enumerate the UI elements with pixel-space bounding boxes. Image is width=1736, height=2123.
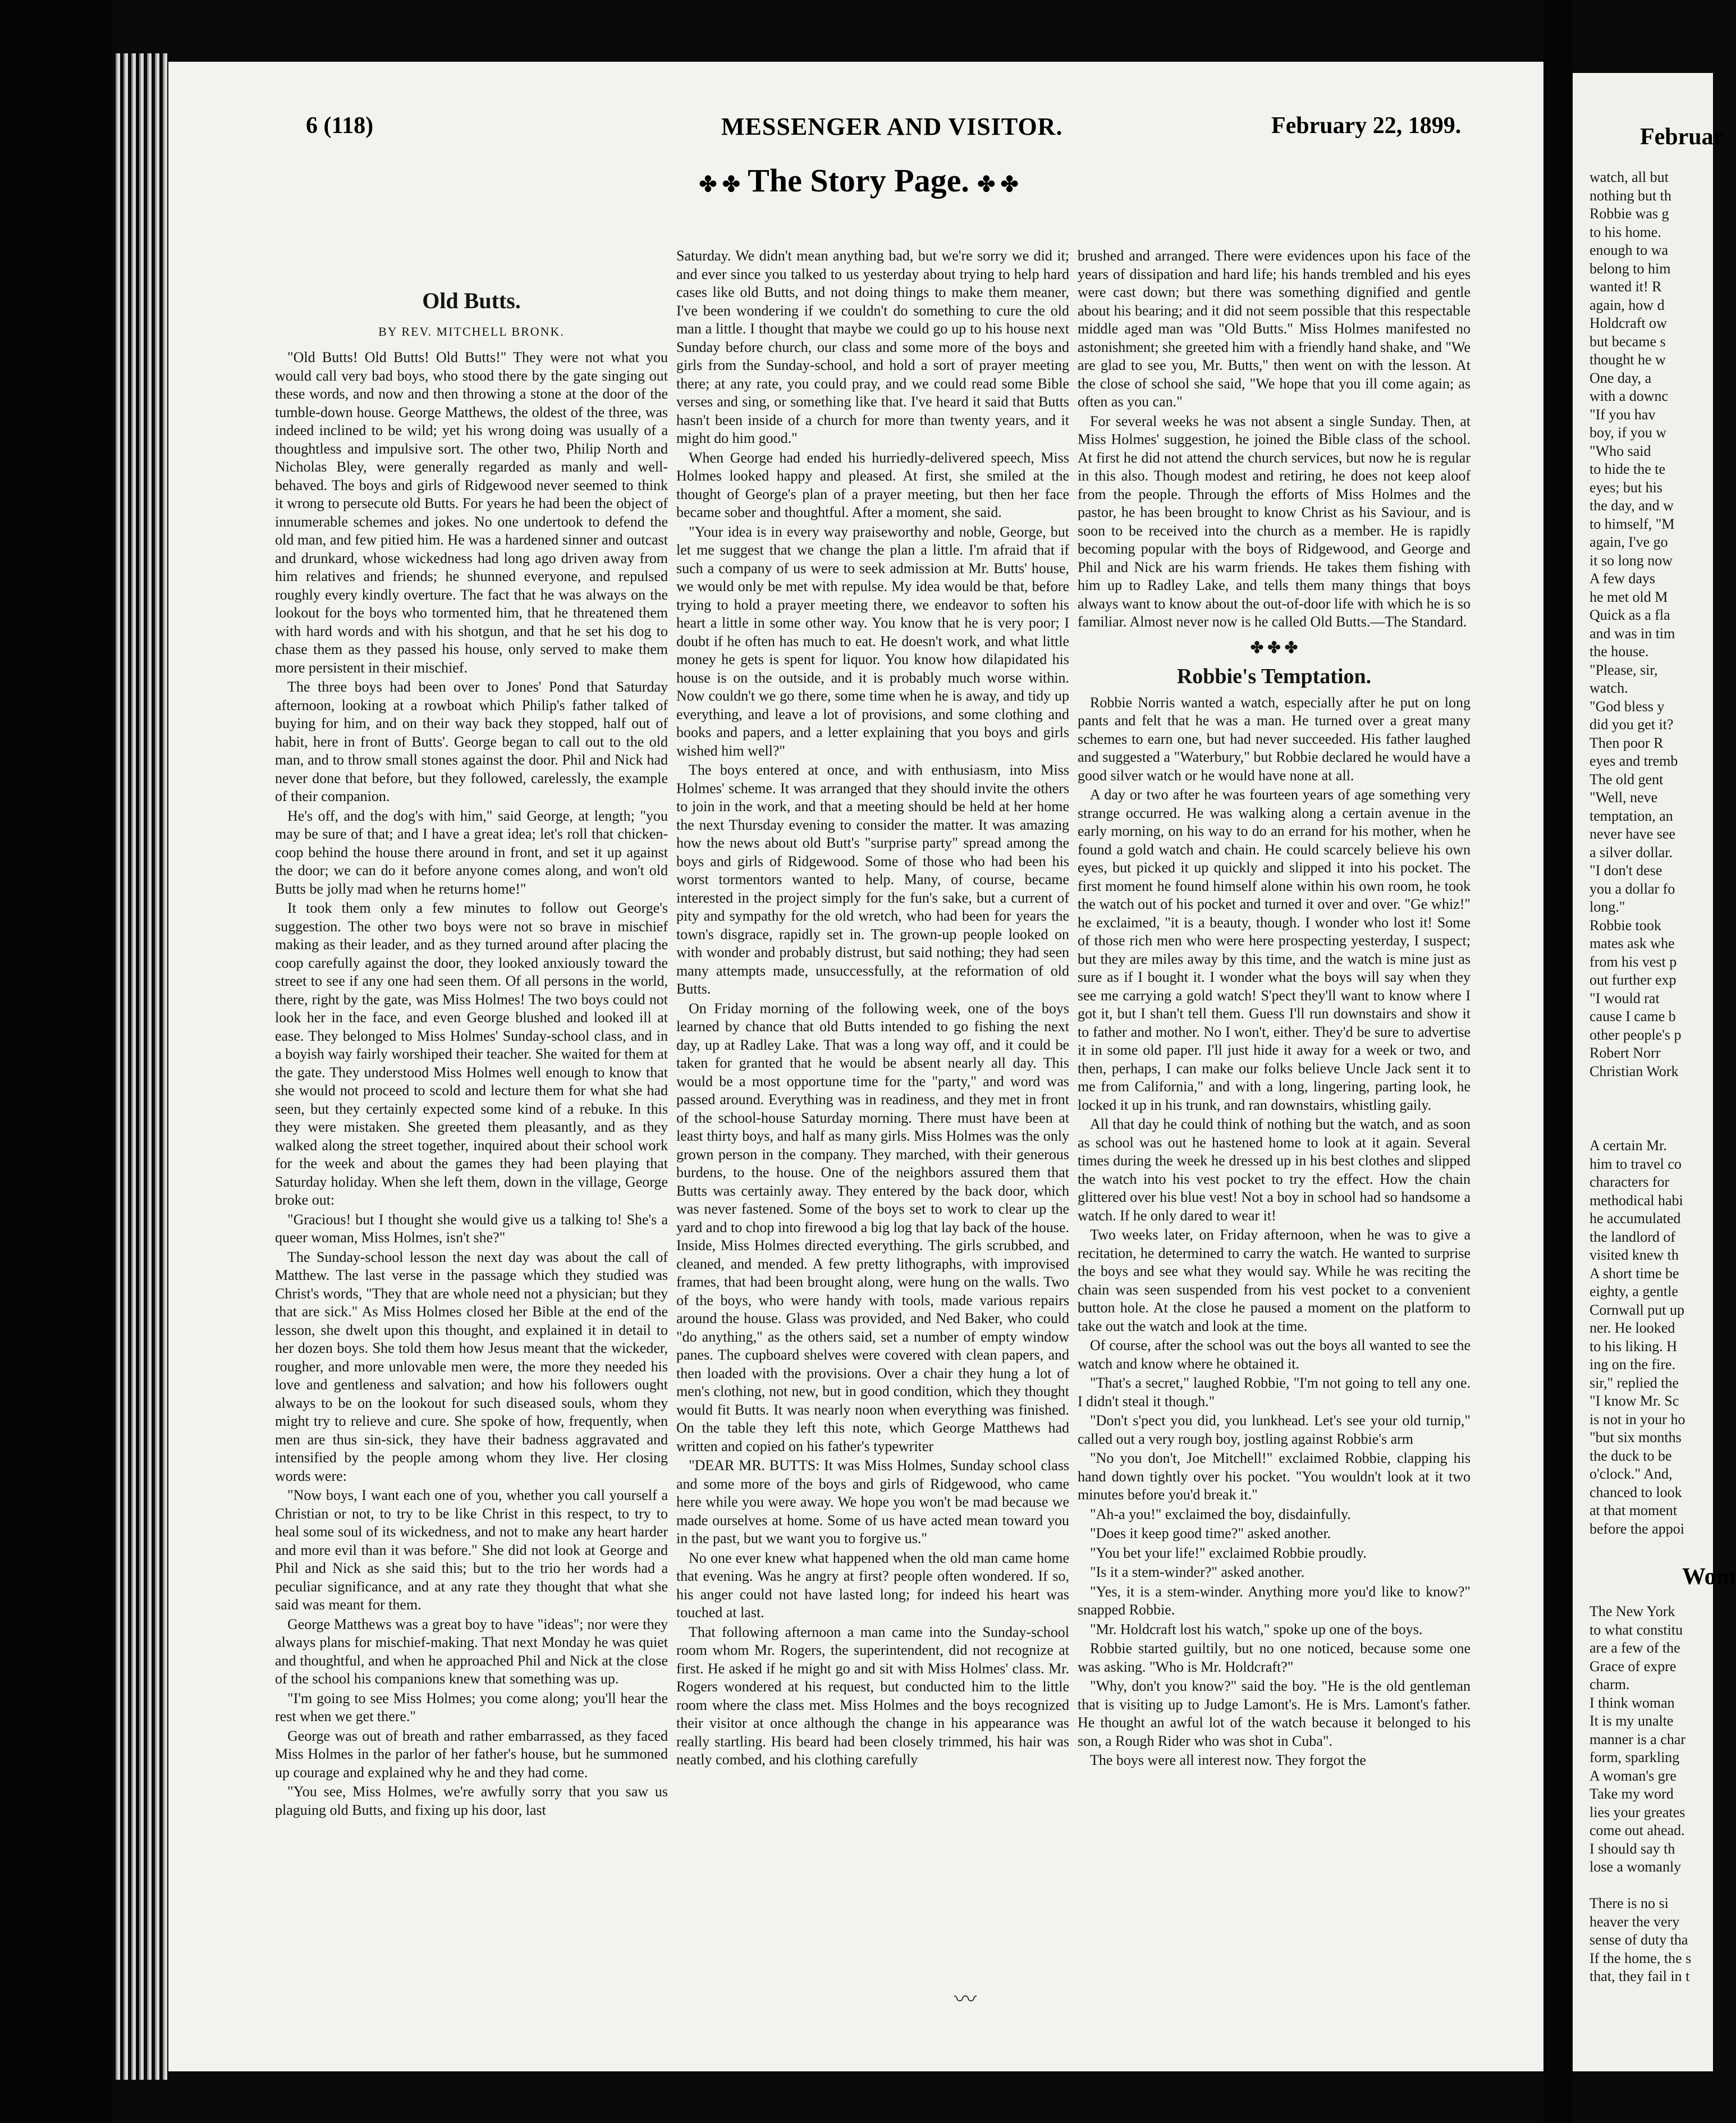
facing-text-line: Robbie was g: [1590, 205, 1669, 222]
facing-text-line: him to travel co: [1590, 1155, 1682, 1172]
paragraph: A day or two after he was fourteen years of age something very strange occurred. He was walking along a certain avenue in the early morning, on his way to do an errand for his mother, when he found a gold watch and chain. He could scarcely believe his own eyes, but picked it up quickly and slipped it into his pocket. The first moment he found himself alone within his own room, he took the watch out of his pocket and turned it over and over. "Ge whiz!" he exclaimed, "it is a beauty, though. I wonder who lost it! Some of those rich men who were here prospecting yesterday, I suspect; but they are miles away by this time, and the watch is mine just as sure as if I bought it. I wonder what the boys will say when they see me carrying a gold watch! S'pect they'll want to know where I got it, but I shan't tell them. Guess I'll run downstairs and show it to father and mother. No I won't, either. They'd be sure to advertise it in some old paper. I'll just hide it away for a week or two, and then, perhaps, I can make our folks believe Uncle Jack sent it to me from California," and with a long, lingering, parting look, he locked it up in his trunk, and ran downstairs, whistling gaily.: [1078, 786, 1471, 1113]
paragraph: No one ever knew what happened when the old man came home that evening. Was he angry at first? people often wondered. If so, his anger could not have lasted long; for indeed his heart was touched at last.: [676, 1549, 1069, 1621]
facing-text-line: There is no si: [1590, 1895, 1669, 1911]
facing-page-fragment: [1573, 73, 1736, 2071]
facing-page-header: Februar: [1640, 124, 1724, 150]
facing-text-line: ing on the fire.: [1590, 1356, 1676, 1372]
facing-text-line: belong to him: [1590, 260, 1671, 277]
facing-text-line: to his home.: [1590, 223, 1661, 240]
section-heading: [685, 162, 1033, 199]
facing-text-line: It is my unalte: [1590, 1713, 1674, 1729]
facing-text-line: lies your greates: [1590, 1804, 1685, 1820]
paragraph: Robbie Norris wanted a watch, especially after he put on long pants and felt that he was a man. He turned over a great many schemes to earn one, but had never succeeded. His father laughed and suggested a "Waterbury," but Robbie declared he would have a good silver watch or he would have none at all.: [1078, 694, 1471, 784]
article-byline: BY REV. MITCHELL BRONK.: [378, 324, 565, 338]
facing-text-line: from his vest p: [1590, 953, 1677, 970]
paragraph: "DEAR MR. BUTTS: It was Miss Holmes, Sunday school class and some more of the boys and girls of Ridgewood, who came here while you were away. We hope you won't be mad because we made ourselves at home. Some of us have acted mean toward you in the past, but we want you to forgive us.": [676, 1457, 1069, 1547]
facing-text-line: enough to wa: [1590, 242, 1669, 258]
facing-text-line: and was in tim: [1590, 625, 1675, 642]
paragraph: All that day he could think of nothing but the watch, and as soon as school was out he hastened home to look at it again. Several times during the week he dressed up in his best clothes and slipped the watch into his vest pocket to try the effect. How the chain glittered over his blue vest! Not a boy in school had so handsome a watch. If he only dared to wear it!: [1078, 1116, 1471, 1224]
paragraph: The boys entered at once, and with enthusiasm, into Miss Holmes' scheme. It was arranged that they should invite the others to join in the work, and that a meeting should be held at her home the next Thursday evening to consider the matter. It was amazing how the news about old Butt's "surprise party" spread among the boys and girls of Ridgewood. Some of those who had been his worst tormentors wanted to help. Many, of course, became interested in the project simply for the fun's sake, but a current of pity and sympathy for the old wretch, who had been for years the town's disgrace, rapidly set in. The grown-up people looked on with wonder and probably distrust, but said nothing; they had seen many attempts made, unsuccessfully, at the reformation of old Butts.: [676, 762, 1069, 997]
facing-text-line: a silver dollar.: [1590, 844, 1673, 861]
facing-column-middle: [1590, 1137, 1735, 1538]
facing-text-line: Holdcraft ow: [1590, 315, 1667, 331]
facing-text-line: the duck to be: [1590, 1447, 1672, 1464]
facing-text-line: lose a womanly: [1590, 1859, 1682, 1875]
paragraph: The Sunday-school lesson the next day was about the call of Matthew. The last verse in the passage which they studied was Christ's words, "They that are whole need not a physician; but they that are sick." As Miss Holmes closed her Bible at the end of the lesson, she dwelt upon this thought, and explained it in detail to her dozen boys. She told them how Jesus meant that the wickeder, rougher, and more unlovable men were, the more they needed his love and gentleness and salvation; and how his followers ought always to be on the lookout for such diseased souls, whom they might try to relieve and cure. She spoke of how, frequently, when men are thus sin-sick, they have their badness aggravated and intensified by the people among whom they live. Her closing words were:: [275, 1248, 668, 1484]
facing-text-line: [1590, 1877, 1735, 1895]
facing-text-line: is not in your ho: [1590, 1411, 1685, 1427]
facing-column-bottom: [1590, 1603, 1735, 1986]
facing-text-line: A woman's gre: [1590, 1767, 1677, 1784]
paragraph: "Mr. Holdcraft lost his watch," spoke up one of the boys.: [1090, 1621, 1423, 1637]
facing-text-line: come out ahead.: [1590, 1822, 1685, 1838]
facing-text-line: the landlord of: [1590, 1228, 1676, 1245]
facing-text-line: o'clock." And,: [1590, 1466, 1673, 1482]
facing-text-line: the day, and w: [1590, 497, 1674, 514]
book-spine: [1543, 0, 1573, 2123]
facing-text-line: One day, a: [1590, 369, 1652, 386]
ornament-right-icon: ✤ ✤: [977, 173, 1019, 196]
facing-text-line: characters for: [1590, 1174, 1670, 1190]
facing-text-line: never have see: [1590, 826, 1676, 842]
facing-text-line: eighty, a gentle: [1590, 1283, 1678, 1300]
facing-text-line: "Please, sir,: [1590, 661, 1658, 678]
column-2: [676, 247, 1069, 1770]
paragraph: "Ah-a you!" exclaimed the boy, disdainfully.: [1090, 1506, 1351, 1522]
facing-text-line: Robbie took: [1590, 917, 1661, 934]
facing-text-line: mates ask whe: [1590, 935, 1675, 951]
paragraph: Robbie started guiltily, but no one noticed, because some one was asking. "Who is Mr. Holdcraft?": [1078, 1640, 1471, 1675]
facing-text-line: at that moment: [1590, 1502, 1677, 1518]
facing-text-line: Christian Work: [1590, 1063, 1679, 1079]
facing-text-line: Take my word: [1590, 1786, 1674, 1802]
paragraph: "Your idea is in every way praiseworthy and noble, George, but let me suggest that we change the plan a little. I'm afraid that if such a company of us were to seek admission at Mr. Butts' house, we would only be met with repulse. My idea would be that, before trying to hold a prayer meeting there, we endeavor to soften his heart a little in some other way. You know that he is very poor; I doubt if he often has much to eat. He doesn't work, and what little money he gets is spent for liquor. You know how dilapidated his house is on the outside, and it is probably much worse within. Now couldn't we go there, some time when he is away, and tidy up everything, and leave a lot of provisions, and some clothing and books and papers, and a letter explaining that you boys and girls wished him well?": [676, 523, 1069, 759]
article-title-robbies-temptation: Robbie's Temptation.: [1176, 665, 1372, 688]
paragraph: On Friday morning of the following week, one of the boys learned by chance that old Butts intended to go fishing the next day, up at Radley Lake. That was a long way off, and it could be taken for granted that he would be absent nearly all day. This would be a most opportune time for the "party," and word was passed around. Everything was in readiness, and they met in front of the school-house Saturday morning. There must have been at least thirty boys, and half as many girls. Miss Holmes was the only grown person in the company. They marched, with their generous burdens, to the house. One of the neighbors assured them that Butts was certainly away. They entered by the back door, which was never fastened. Some of the boys set to work to clear up the yard and to chop into firewood a big log that lay back of the house. Inside, Miss Holmes directed everything. The girls scrubbed, and cleaned, and mended. A few pretty lithographs, with improvised frames, that had been brought along, were hung on the walls. Two of the boys, who were handy with tools, made various repairs around the house. Glass was provided, and Ned Baker, who could "do anything," as the others said, set a number of empty window panes. The cupboard shelves were covered with clean papers, and then loaded with the provisions. Over a chair they hung a lot of men's clothing, not new, but in good condition, which they thought would fit Butts. It was nearly noon when everything was finished. On the table they left this note, which George Matthews had written and copied on his father's typewriter: [676, 1000, 1069, 1454]
facing-text-line: watch.: [1590, 680, 1628, 696]
paragraph: It took them only a few minutes to follow out George's suggestion. The other two boys were not so brave in mischief making as their leader, and as they turned around after placing the coop carefully against the door, they looked anxiously toward the street to see if any one had seen them. Of all persons in the world, there, right by the gate, was Miss Holmes! The two boys could not look her in the face, and even George blushed and looked ill at ease. They belonged to Miss Holmes' Sunday-school class, and in a boyish way fairly worshiped their teacher. She waited for them at the gate. They understood Miss Holmes well enough to know that she would not proceed to scold and lecture them for what she had seen, but they certainly expected some kind of a rebuke. In this they were mistaken. She greeted them pleasantly, and as they walked along the street together, inquired about their school work for the week and about the games they had been playing that Saturday holiday. When she left them, down in the village, George broke out:: [275, 900, 668, 1208]
paragraph: "You bet your life!" exclaimed Robbie proudly.: [1090, 1544, 1367, 1561]
facing-text-line: If the home, the s: [1590, 1950, 1692, 1966]
facing-text-line: out further exp: [1590, 972, 1677, 988]
column-1: [275, 247, 668, 1820]
paragraph: "Now boys, I want each one of you, whether you call yourself a Christian or not, to try to be like Christ in this respect, to try to heal some soul of its wickedness, and not to make any heart harder and more evil than it was before." She did not look at George and Phil and Nick as she said this; but to the trio her words had a peculiar significance, and at any rate they thought that what she said was meant for them.: [275, 1487, 668, 1613]
facing-text-line: The New York: [1590, 1603, 1675, 1619]
paragraph: "Why, don't you know?" said the boy. "He is the old gentleman that is visiting up to Judge Lamont's. He is Mrs. Lamont's father. He thought an awful lot of the watch because it belonged to his son, a Rough Rider who was shot in Cuba".: [1078, 1678, 1471, 1749]
facing-text-line: wanted it! R: [1590, 278, 1662, 295]
paragraph: For several weeks he was not absent a single Sunday. Then, at Miss Holmes' suggestion, he joined the Bible class of the school. At first he did not attend the church services, but now he is regular in this also. Though modest and retiring, he does not keep aloof from the people. Through the efforts of Miss Holmes and the pastor, he has been brought to know Christ as his Saviour, and is soon to be received into the church as a member. He is rapidly becoming popular with the boys of Ridgewood, and George and Phil and Nick are his warm friends. He takes them fishing with him up to Radley Lake, and tells them many things that boys always want to know about the out-of-door life with which he is so familiar. Almost never now is he called Old Butts.—The Standard.: [1078, 413, 1471, 630]
pencil-mark: 〰: [954, 1987, 977, 2012]
facing-text-line: the house.: [1590, 643, 1649, 660]
facing-text-line: Grace of expre: [1590, 1658, 1677, 1674]
facing-text-line: did you get it?: [1590, 716, 1674, 733]
facing-text-line: cause I came b: [1590, 1008, 1676, 1024]
facing-text-line: boy, if you w: [1590, 424, 1666, 441]
article-title-old-butts: Old Butts.: [422, 288, 521, 313]
issue-date: February 22, 1899.: [1271, 113, 1462, 139]
paragraph: When George had ended his hurriedly-delivered speech, Miss Holmes looked happy and pleased. At first, she smiled at the thought of George's plan of a prayer meeting, but then her face became sober and thoughtful. After a moment, she said.: [676, 449, 1069, 520]
facing-text-line: eyes and tremb: [1590, 753, 1678, 769]
facing-text-line: "God bless y: [1590, 698, 1665, 715]
newspaper-page: [168, 62, 1543, 2071]
facing-text-line: ner. He looked: [1590, 1320, 1675, 1336]
facing-text-line: "I know Mr. Sc: [1590, 1393, 1679, 1409]
newspaper-title: MESSENGER AND VISITOR.: [721, 113, 1063, 140]
facing-text-line: chanced to look: [1590, 1484, 1682, 1500]
facing-text-line: I should say th: [1590, 1840, 1675, 1857]
facing-text-line: before the appoi: [1590, 1520, 1684, 1537]
facing-text-line: heaver the very: [1590, 1913, 1680, 1930]
facing-text-line: A short time be: [1590, 1265, 1679, 1282]
facing-article-title: Wom: [1682, 1564, 1736, 1590]
page-header: [168, 112, 1543, 157]
facing-text-line: visited knew th: [1590, 1247, 1679, 1263]
facing-text-line: methodical habi: [1590, 1192, 1683, 1209]
paragraph: "Yes, it is a stem-winder. Anything more you'd like to know?" snapped Robbie.: [1078, 1583, 1471, 1618]
facing-text-line: Then poor R: [1590, 734, 1664, 751]
paragraph: The three boys had been over to Jones' Pond that Saturday afternoon, looking at a rowboat which Philip's father talked of buying for him, and on their way back they stopped, half out of habit, here in front of Butts'. George began to call out to the old man, and to throw small stones against the door. Phil and Nick had never done that before, but they followed, carelessly, the example of their companion.: [275, 679, 668, 804]
paragraph: "No you don't, Joe Mitchell!" exclaimed Robbie, clapping his hand down tightly over his pocket. "You wouldn't look at it two minutes before you'd break it.": [1078, 1450, 1471, 1503]
facing-text-line: charm.: [1590, 1676, 1630, 1692]
facing-text-line: to himself, "M: [1590, 515, 1675, 532]
paragraph: "I'm going to see Miss Holmes; you come along; you'll hear the rest when we get there.": [275, 1690, 668, 1724]
paragraph: Two weeks later, on Friday afternoon, when he was to give a recitation, he determined to carry the watch. He wanted to surprise the boys and see what they would say. While he was reciting the chain was seen suspended from his vest pocket to a convenient button hole. At the close he paused a moment on the platform to take out the watch and look at the time.: [1078, 1227, 1471, 1334]
facing-text-line: again, I've go: [1590, 534, 1668, 550]
facing-text-line: nothing but th: [1590, 187, 1671, 204]
ornament-separator-icon: ✤ ✤ ✤: [1250, 639, 1298, 657]
book-gutter: [112, 53, 168, 2080]
facing-text-line: he accumulated: [1590, 1210, 1681, 1227]
facing-text-line: watch, all but: [1590, 169, 1669, 185]
page-number: 6 (118): [306, 113, 374, 139]
facing-text-line: "Well, neve: [1590, 789, 1658, 806]
facing-text-line: A few days: [1590, 570, 1655, 587]
paragraph: The boys were all interest now. They forgot the: [1090, 1752, 1366, 1768]
paragraph: "That's a secret," laughed Robbie, "I'm not going to tell any one. I didn't steal it though.": [1078, 1375, 1471, 1410]
facing-text-line: other people's p: [1590, 1026, 1682, 1043]
paragraph: "You see, Miss Holmes, we're awfully sorry that you saw us plaguing old Butts, and fixing up his door, last: [275, 1783, 668, 1818]
facing-text-line: The old gent: [1590, 771, 1664, 788]
facing-text-line: you a dollar fo: [1590, 880, 1675, 897]
facing-text-line: he met old M: [1590, 588, 1668, 605]
facing-text-line: again, how d: [1590, 296, 1665, 313]
facing-text-line: sense of duty tha: [1590, 1932, 1688, 1948]
facing-column-top: [1590, 168, 1735, 1081]
facing-text-line: that, they fail in t: [1590, 1968, 1690, 1984]
facing-text-line: "but six months: [1590, 1429, 1682, 1445]
facing-text-line: Quick as a fla: [1590, 607, 1670, 623]
facing-text-line: I think woman: [1590, 1694, 1675, 1711]
facing-text-line: long.": [1590, 899, 1625, 915]
paragraph: Of course, after the school was out the boys all wanted to see the watch and know where he obtained it.: [1078, 1337, 1471, 1372]
facing-text-line: "If you hav: [1590, 406, 1656, 423]
facing-text-line: form, sparkling: [1590, 1749, 1680, 1765]
facing-text-line: "I would rat: [1590, 990, 1660, 1006]
section-title: The Story Page.: [748, 162, 969, 199]
ornament-left-icon: ✤ ✤: [699, 173, 740, 196]
facing-text-line: "Who said: [1590, 442, 1651, 459]
paragraph: "Old Butts! Old Butts! Old Butts!" They were not what you would call very bad boys, who stood there by the gate singing out these words, and now and then throwing a stone at the door of the tumble-down house. George Matthews, the oldest of the three, was indeed inclined to be wild; yet his wrong doing was usually of a thoughtless and impulsive sort. The other two, Philip North and Nicholas Bley, were generally regarded as manly and well-behaved. The boys and girls of Ridgewood never seemed to think it wrong to persecute old Butts. For years he had been the object of innumerable schemes and jokes. No one undertook to defend the old man, and few pitied him. He was a hardened sinner and outcast and drunkard, whose wickedness had long ago driven away from him relatives and friends; he shunned everyone, and repulsed roughly every kindly overture. The fact that he was always on the lookout for the boys who tormented him, that he threatened them with hard words and with his shotgun, and that he set his dog to chase them as they passed his house, only served to make them more persistent in their mischief.: [275, 349, 668, 676]
facing-text-line: A certain Mr.: [1590, 1137, 1667, 1154]
paragraph: brushed and arranged. There were evidences upon his face of the years of dissipation and hard life; his hands trembled and his eyes were cast down; but there was something dignified and gentle about his bearing; and it did not seem possible that this respectable middle aged man was "Old Butts." Miss Holmes manifested no astonishment; she greeted him with a friendly hand shake, and "We are glad to see you, Mr. Butts," then went on with the lesson. At the close of school she said, "We hope that you ill come again; as often as you can.": [1078, 248, 1471, 410]
paragraph: "Don't s'pect you did, you lunkhead. Let's see your old turnip," called out a very rough boy, jostling against Robbie's arm: [1078, 1412, 1471, 1447]
scan-border-left: [0, 0, 112, 2123]
paragraph: "Is it a stem-winder?" asked another.: [1090, 1564, 1305, 1580]
facing-text-line: "I don't dese: [1590, 862, 1662, 879]
paragraph: "Gracious! but I thought she would give us a talking to! She's a queer woman, Miss Holmes, isn't she?": [275, 1211, 668, 1246]
paragraph: George was out of breath and rather embarrassed, as they faced Miss Holmes in the parlor of her father's house, but he summoned up courage and explained why he and they had come.: [275, 1727, 668, 1781]
facing-text-line: to what constitu: [1590, 1621, 1683, 1638]
column-3: [1078, 247, 1471, 1771]
facing-text-line: manner is a char: [1590, 1731, 1686, 1747]
paragraph: "Does it keep good time?" asked another.: [1090, 1525, 1331, 1541]
facing-text-line: temptation, an: [1590, 807, 1673, 824]
facing-text-line: are a few of the: [1590, 1640, 1680, 1656]
facing-text-line: Cornwall put up: [1590, 1301, 1684, 1318]
facing-text-line: but became s: [1590, 333, 1666, 350]
facing-text-line: to his liking. H: [1590, 1338, 1678, 1355]
paragraph: George Matthews was a great boy to have "ideas"; nor were they always plans for mischief-making. That next Monday he was quiet and thoughtful, and when he approached Phil and Nick at the close of the school his companions knew that something was up.: [275, 1616, 668, 1687]
facing-text-line: it so long now: [1590, 552, 1673, 569]
paragraph: He's off, and the dog's with him," said George, at length; "you may be sure of that; and I have a great idea; let's roll that chicken-coop behind the house there around in front, and set it up against the door; we can do it before anyone comes along, and won't old Butts be jolly mad when he returns home!": [275, 807, 668, 897]
facing-text-line: Robert Norr: [1590, 1045, 1661, 1061]
paragraph: Saturday. We didn't mean anything bad, but we're sorry we did it; and ever since you talked to us yesterday about trying to help hard cases like old Butts, and not doing things to make them meaner, I've been wondering if we couldn't do something to cure the old man a little. I thought that maybe we could go up to his house next Sunday before church, our class and some more of the boys and girls from the Sunday-school, and hold a sort of prayer meeting there; at any rate, you could pray, and we could read some Bible verses and sing, or something like that. I've heard it said that Butts hasn't been inside of a church for more than twenty years, and it might do him good.": [676, 248, 1069, 446]
facing-text-line: thought he w: [1590, 351, 1666, 368]
facing-text-line: with a downc: [1590, 388, 1669, 404]
facing-text-line: to hide the te: [1590, 461, 1666, 477]
paragraph: That following afternoon a man came into the Sunday-school room whom Mr. Rogers, the superintendent, did not recognize at first. He asked if he might go and sit with Miss Holmes' class. Mr. Rogers wondered at his request, but conducted him to the little room where the class met. Miss Holmes and the boys recognized their visitor at once although the change in his appearance was really startling. His beard had been closely trimmed, his hair was neatly combed, and his clothing carefully: [676, 1623, 1069, 1768]
facing-text-line: sir," replied the: [1590, 1374, 1679, 1391]
facing-text-line: eyes; but his: [1590, 479, 1662, 496]
